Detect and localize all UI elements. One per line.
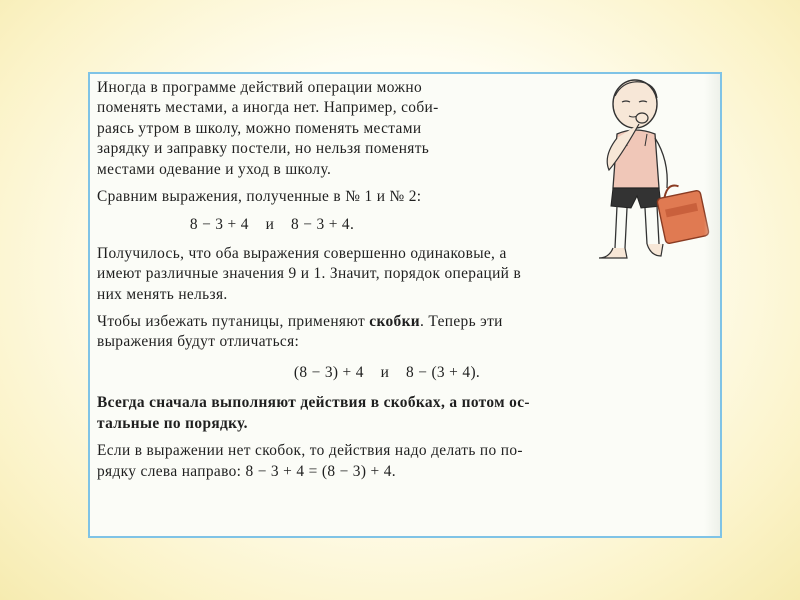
intro-line: Иногда в программе действий операции можно bbox=[97, 79, 423, 96]
result-line: Получилось, что оба выражения совершенно одинаковые, а bbox=[97, 244, 507, 262]
note-paragraph bbox=[97, 441, 722, 482]
intro-line: местами одевание и уход в школу. bbox=[97, 160, 332, 178]
brackets-line-1 bbox=[97, 312, 722, 332]
result-line: имеют различные значения 9 и 1. Значит, порядок операций в bbox=[97, 265, 522, 283]
note-line: Если в выражении нет скобок, то действия надо делать по по- bbox=[97, 442, 523, 460]
intro-line: раясь утром в школу, можно поменять местами bbox=[97, 119, 422, 137]
brackets-text-after: . Теперь эти bbox=[420, 313, 503, 331]
formula-1-text: 8 − 3 + 4 и 8 − 3 + 4. bbox=[189, 216, 355, 234]
brackets-line-2: выражения будут отличаться: bbox=[97, 333, 300, 351]
boy-with-bag-illustration bbox=[595, 76, 713, 264]
result-line: них менять нельзя. bbox=[97, 285, 228, 303]
rule-line: тальные по порядку. bbox=[97, 414, 248, 432]
formula-2-text: (8 − 3) + 4 и 8 − (3 + 4). bbox=[293, 363, 481, 381]
rule-paragraph bbox=[97, 393, 722, 434]
brackets-paragraph bbox=[97, 312, 722, 353]
rule-line: Всегда сначала выполняют действия в скобках, а потом ос- bbox=[97, 394, 530, 412]
brackets-term: скобки bbox=[369, 313, 421, 331]
formula-2 bbox=[97, 363, 722, 383]
brackets-text-before: Чтобы избежать путаницы, применяют bbox=[97, 313, 370, 331]
intro-line: поменять местами, а иногда нет. Например, соби- bbox=[97, 99, 439, 117]
intro-line: зарядку и заправку постели, но нельзя поменять bbox=[97, 140, 430, 158]
note-line: рядку слева направо: 8 − 3 + 4 = (8 − 3) + 4. bbox=[97, 462, 396, 480]
compare-line: Сравним выражения, полученные в № 1 и № 2: bbox=[97, 188, 422, 206]
textbook-panel bbox=[88, 72, 722, 538]
page-edge bbox=[704, 74, 720, 536]
